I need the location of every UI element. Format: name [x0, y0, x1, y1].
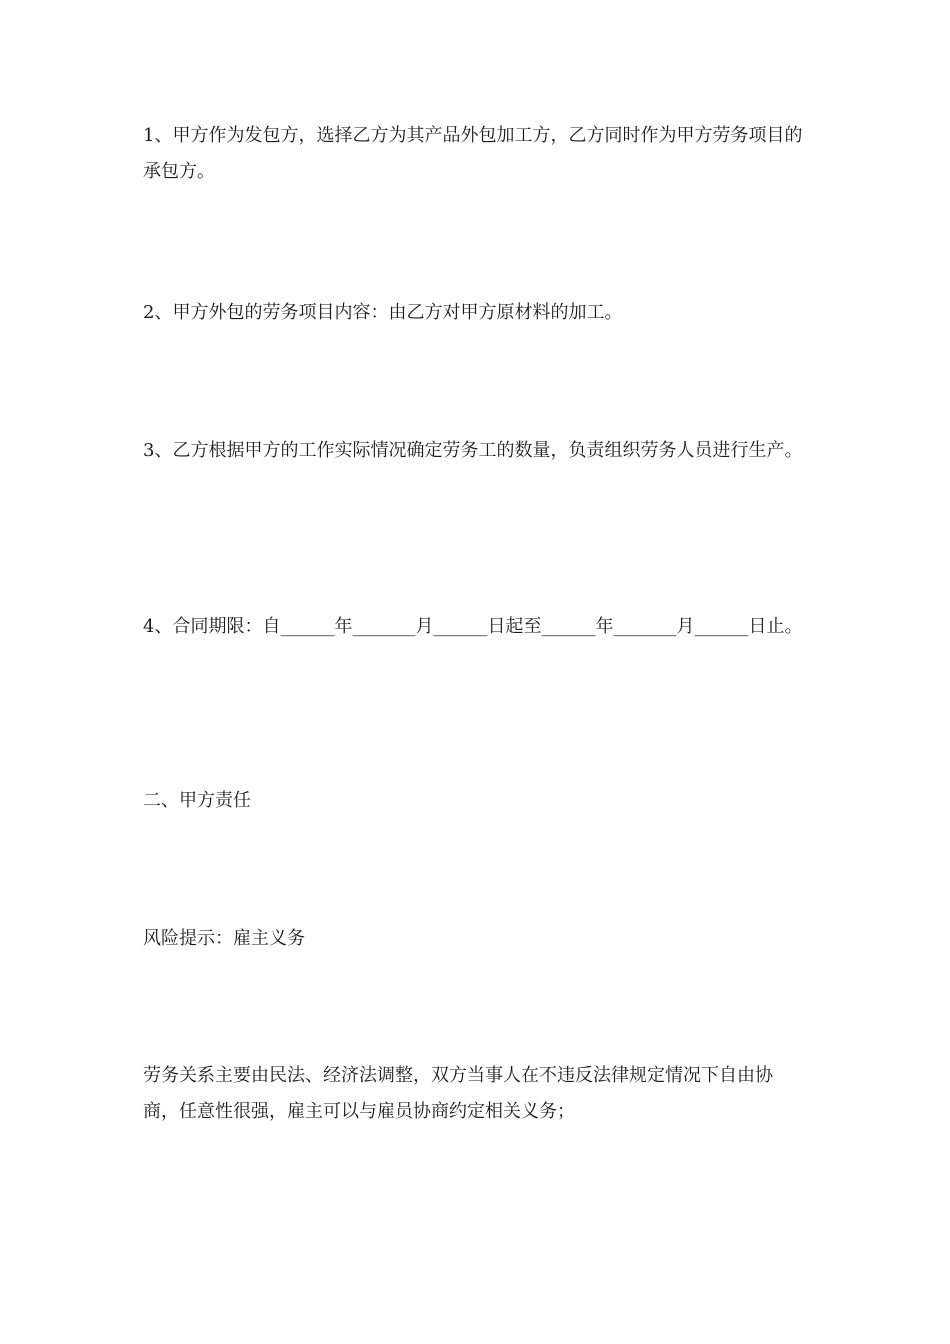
risk-tip-heading: 风险提示：雇主义务 [143, 928, 305, 949]
clause-4-contract-term: 4、合同期限：自______年_______月______日起至______年_______月______日止。 [143, 616, 803, 637]
clause-1-paragraph: 1、甲方作为发包方，选择乙方为其产品外包加工方，乙方同时作为甲方劳务项目的承包方。 [143, 125, 803, 182]
clause-2-paragraph: 2、甲方外包的劳务项目内容：由乙方对甲方原材料的加工。 [143, 302, 623, 323]
clause-3-paragraph: 3、乙方根据甲方的工作实际情况确定劳务工的数量，负责组织劳务人员进行生产。 [143, 440, 803, 461]
section-heading-party-a-duties: 二、甲方责任 [143, 790, 251, 811]
risk-tip-body: 劳务关系主要由民法、经济法调整，双方当事人在不违反法律规定情况下自由协商，任意性很强，雇主可以与雇员协商约定相关义务； [143, 1065, 773, 1122]
